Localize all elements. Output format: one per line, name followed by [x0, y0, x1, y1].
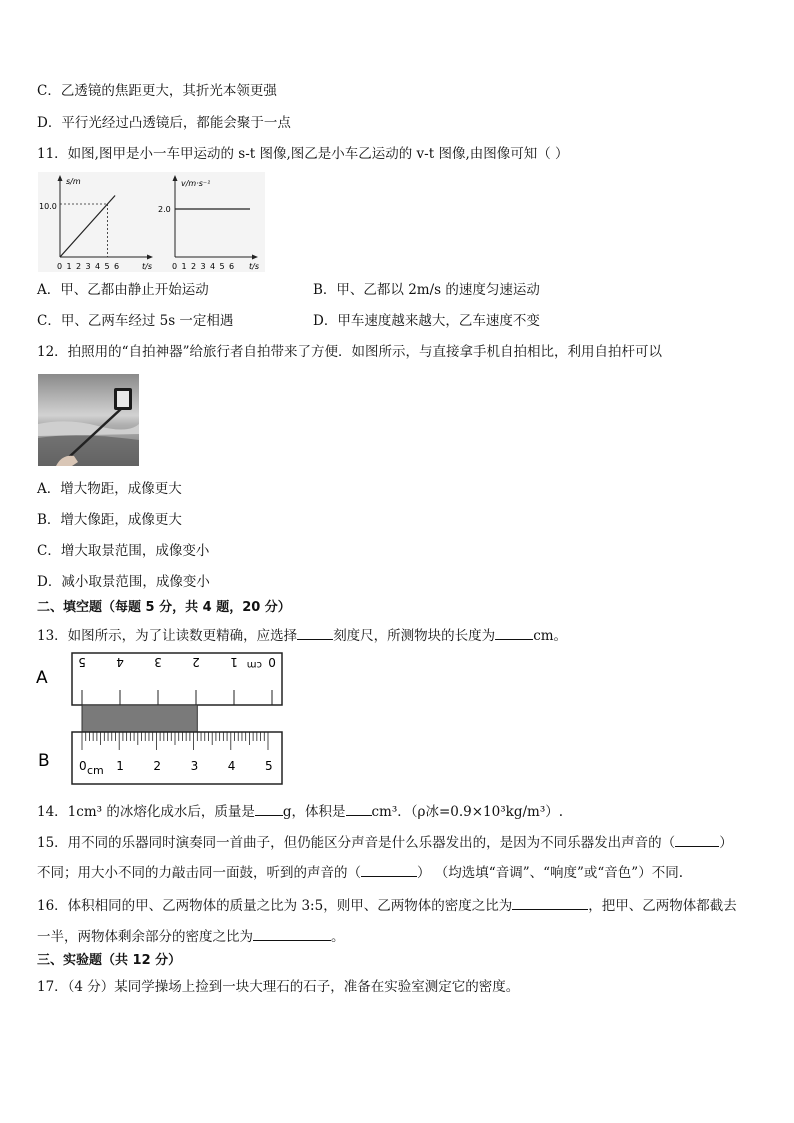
vt-graph: [155, 172, 265, 272]
q13-blank-2[interactable]: [495, 625, 533, 640]
st-x-tick: 1: [66, 262, 72, 271]
q12-stem: 12．拍照用的“自拍神器”给旅行者自拍带来了方便．如图所示，与直接拿手机自拍相比，利用自拍杆可以: [37, 344, 662, 360]
q16-blank-1[interactable]: [512, 895, 588, 910]
q12-option-a: A．增大物距，成像更大: [37, 481, 182, 497]
q11-option-c: C．甲、乙两车经过 5s 一定相遇: [37, 313, 234, 329]
q13-text-c: cm。: [533, 628, 568, 644]
st-x-tick: 5: [104, 262, 110, 271]
vt-x-tick: 2: [191, 262, 197, 271]
q14-text-b: g，体积是: [282, 804, 346, 820]
vt-x-tick: 5: [219, 262, 225, 271]
q14-blank-1[interactable]: [255, 801, 283, 816]
ruler-a-tick-label: 0: [268, 655, 276, 669]
q16-line-2: [37, 926, 345, 946]
ruler-b-label: B: [38, 751, 50, 771]
section-2-heading: 二、填空题（每题 5 分，共 4 题，20 分）: [37, 600, 291, 615]
ruler-b-tick-label: 1: [116, 759, 124, 773]
q17-stem: 17．（4 分）某同学操场上捡到一块大理石的石子，准备在实验室测定它的密度。: [37, 979, 520, 995]
q11-option-d: D．甲车速度越来越大，乙车速度不变: [313, 313, 540, 329]
vt-x-tick: 6: [229, 262, 235, 271]
vt-x-tick: 3: [200, 262, 206, 271]
vt-x-tick: 1: [181, 262, 187, 271]
q12-option-d: D．减小取景范围，成像变小: [37, 574, 210, 590]
ruler-b-tick-label: 2: [153, 759, 162, 773]
q13-blank-1[interactable]: [297, 625, 333, 640]
q12-option-c: C．增大取景范围，成像变小: [37, 543, 210, 559]
ruler-a-tick-label: 4: [116, 655, 124, 669]
measured-block: [82, 705, 197, 733]
q16-text-a: 16．体积相同的甲、乙两物体的质量之比为 3:5，则甲、乙两物体的密度之比为: [37, 898, 513, 914]
q10-option-c: C．乙透镜的焦距更大，其折光本领更强: [37, 83, 277, 99]
vt-x-tick: 4: [210, 262, 216, 271]
ruler-a-tick-label: 1: [230, 655, 238, 669]
st-graph: [38, 172, 158, 272]
st-x-tick: 4: [95, 262, 101, 271]
q16-text-d: 。: [331, 929, 345, 945]
st-x-tick: 3: [85, 262, 91, 271]
st-ylabel: s/m: [66, 177, 81, 186]
rulers-figure: [36, 650, 286, 790]
ruler-b-unit: cm: [87, 764, 104, 777]
ruler-b-tick-label: 5: [265, 759, 273, 773]
q16-line-1: [37, 895, 737, 915]
q15-blank-2[interactable]: [361, 862, 417, 877]
ruler-a-tick-label: 2: [192, 655, 200, 669]
ruler-b-tick-label: 3: [190, 759, 199, 773]
vt-y-value-label: 2.0: [158, 205, 171, 214]
ruler-a-label: A: [36, 668, 48, 688]
q16-blank-2[interactable]: [253, 926, 331, 941]
vt-x-tick: 0: [172, 262, 178, 271]
q12-option-b: B．增大像距，成像更大: [37, 512, 182, 528]
st-y-value-label: 10.0: [39, 202, 57, 211]
st-x-tick: 2: [76, 262, 82, 271]
q15-line-1: [37, 832, 733, 852]
q16-text-c: 一半，两物体剩余部分的密度之比为: [37, 929, 253, 945]
st-xlabel: t/s: [142, 262, 152, 271]
q15-text-c: 不同；用大小不同的力敲击同一面鼓，听到的声音的（: [37, 865, 361, 881]
q11-stem: 11．如图,图甲是小一车甲运动的 s-t 图像,图乙是小车乙运动的 v-t 图像,由图像可知（ ）: [37, 146, 569, 162]
q16-text-b: ，把甲、乙两物体都截去: [588, 898, 737, 914]
q14-stem: [37, 801, 563, 821]
st-x-tick: 0: [57, 262, 63, 271]
q11-option-a: A．甲、乙都由静止开始运动: [37, 282, 209, 298]
q15-text-d: ） （均选填“音调”、“响度”或“音色”）不同.: [417, 865, 683, 881]
q15-text-b: ）: [719, 835, 733, 851]
q15-line-2: [37, 862, 683, 882]
ruler-a-tick-label: 3: [154, 655, 162, 669]
q15-blank-1[interactable]: [675, 832, 719, 847]
st-x-tick: 6: [114, 262, 120, 271]
q13-stem: [37, 625, 567, 645]
ruler-a-unit: cm: [246, 659, 262, 670]
q14-blank-2[interactable]: [346, 801, 372, 816]
ruler-a-tick-label: 5: [78, 655, 86, 669]
q14-text-a: 14．1cm³ 的冰熔化成水后，质量是: [37, 804, 255, 820]
ruler-b-tick-label: 0: [79, 759, 87, 773]
section-3-heading: 三、实验题（共 12 分）: [37, 953, 182, 968]
selfie-stick-photo: [38, 374, 139, 466]
vt-xlabel: t/s: [249, 262, 259, 271]
q15-text-a: 15．用不同的乐器同时演奏同一首曲子，但仍能区分声音是什么乐器发出的，是因为不同乐器发出声音的（: [37, 835, 676, 851]
q10-option-d: D．平行光经过凸透镜后，都能会聚于一点: [37, 115, 291, 131]
q11-option-b: B．甲、乙都以 2m/s 的速度匀速运动: [313, 282, 540, 298]
ruler-b-tick-label: 4: [227, 759, 236, 773]
vt-ylabel: v/m·s⁻¹: [181, 179, 211, 188]
q14-text-c: cm³．（ρ冰=0.9×10³kg/m³）.: [371, 804, 564, 820]
q13-text-b: 刻度尺，所测物块的长度为: [333, 628, 496, 644]
q13-text-a: 13．如图所示，为了让读数更精确，应选择: [37, 628, 298, 644]
